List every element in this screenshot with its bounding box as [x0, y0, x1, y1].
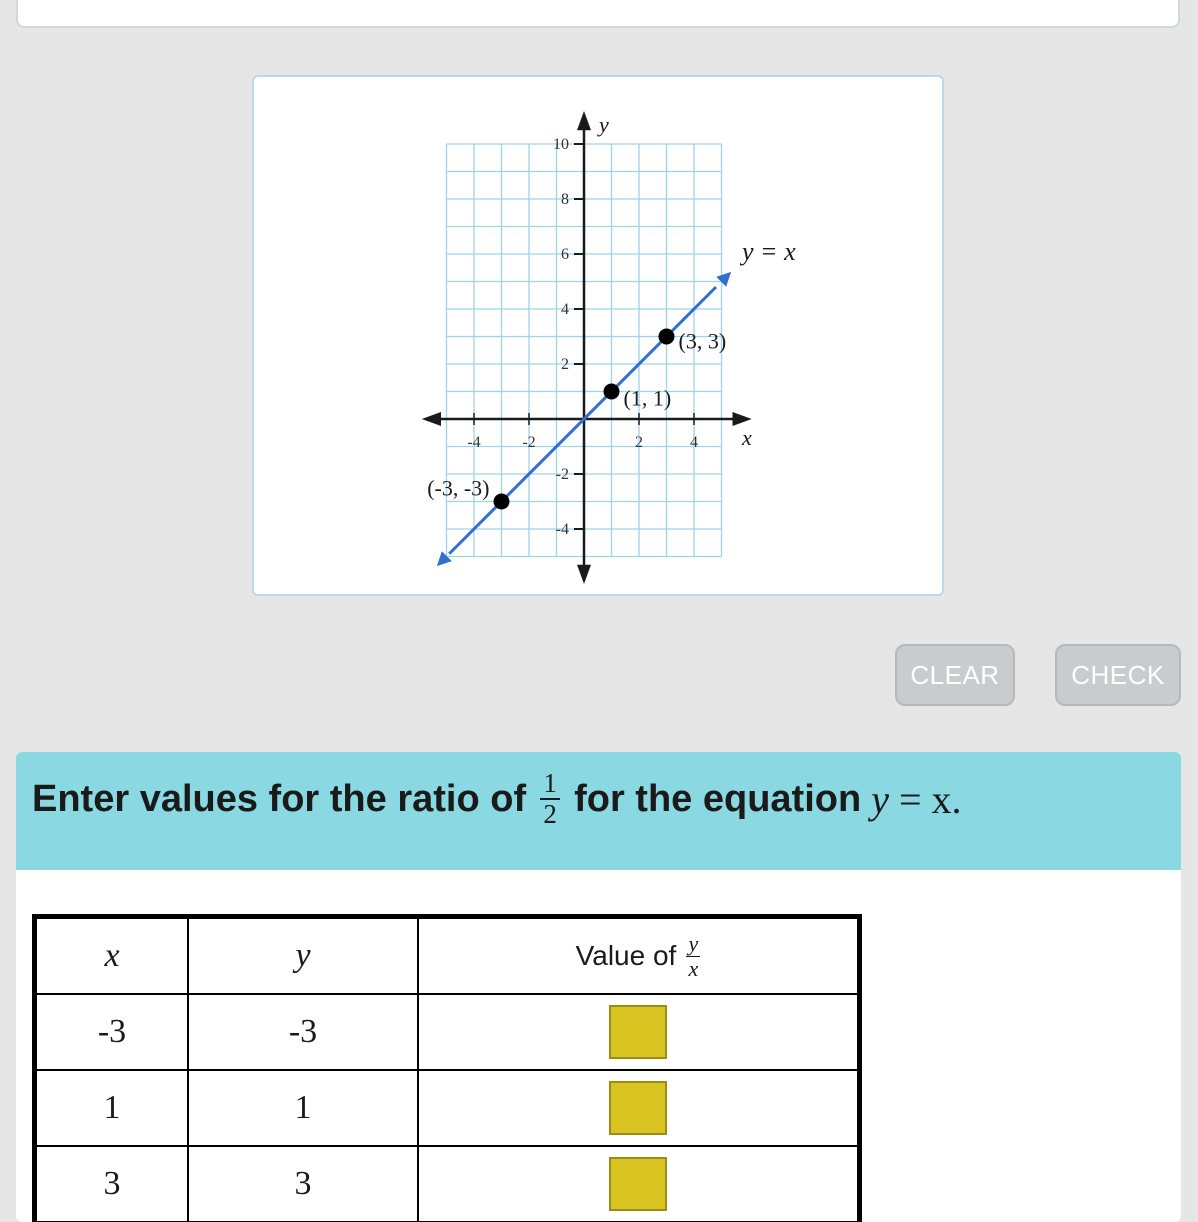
x-tick-label: 2 — [635, 434, 643, 451]
y-tick-label: 10 — [553, 136, 569, 153]
line-label: y = x — [742, 237, 796, 266]
fraction-numerator: 1 — [543, 768, 557, 798]
x-axis-label: x — [742, 425, 752, 450]
cell-value — [418, 1070, 860, 1146]
line-arrow — [716, 272, 731, 287]
data-point — [494, 494, 510, 510]
coordinate-graph — [254, 77, 946, 598]
equation-lhs: y — [871, 776, 889, 822]
equation — [861, 776, 961, 823]
cell-x: 3 — [35, 1146, 189, 1222]
header-y: y — [188, 917, 418, 995]
equation-sign: = — [898, 776, 922, 822]
cell-y: 3 — [188, 1146, 418, 1222]
question-card — [16, 752, 1181, 1222]
header-value-text: Value of — [575, 940, 677, 971]
graph-card — [252, 75, 944, 596]
previous-card — [16, 0, 1180, 28]
answer-input[interactable] — [609, 1081, 667, 1135]
y-axis-arrow-up — [577, 111, 591, 130]
cell-value — [418, 994, 860, 1070]
table-row — [35, 1070, 860, 1146]
equation-rhs: x. — [931, 776, 962, 822]
clear-button[interactable]: CLEAR — [895, 644, 1015, 706]
ratio-fraction — [540, 770, 560, 828]
cell-x: 1 — [35, 1070, 189, 1146]
y-tick-label: 2 — [561, 356, 569, 373]
header-ratio-numerator: y — [688, 930, 699, 956]
header-x: x — [35, 917, 189, 995]
x-axis-arrow-right — [733, 412, 752, 426]
header-ratio-denominator: x — [688, 955, 699, 981]
x-tick-label: -2 — [522, 434, 536, 451]
table-header-row — [35, 917, 860, 995]
answer-input[interactable] — [609, 1157, 667, 1211]
header-value — [418, 917, 860, 995]
table-row — [35, 1146, 860, 1222]
cell-y: 1 — [188, 1070, 418, 1146]
data-point — [604, 384, 620, 400]
x-axis-arrow-left — [422, 412, 441, 426]
y-tick-label: -4 — [555, 521, 569, 538]
point-label: (1, 1) — [623, 385, 672, 411]
header-ratio-fraction — [686, 930, 700, 981]
prompt-text-middle: for the equation — [574, 777, 862, 820]
y-axis-label: y — [599, 112, 609, 137]
point-label: (3, 3) — [678, 328, 727, 354]
cell-x: -3 — [35, 994, 189, 1070]
y-axis-arrow-down — [577, 565, 591, 584]
data-point — [659, 329, 675, 345]
y-tick-label: -2 — [555, 466, 569, 483]
prompt-text-before: Enter values for the ratio of — [32, 777, 527, 820]
y-tick-label: 8 — [561, 191, 569, 208]
fraction-denominator: 2 — [543, 799, 557, 829]
cell-y: -3 — [188, 994, 418, 1070]
line-y-equals-x — [449, 287, 716, 554]
y-tick-label: 6 — [561, 246, 569, 263]
check-button[interactable]: CHECK — [1055, 644, 1181, 706]
answer-input[interactable] — [609, 1005, 667, 1059]
x-tick-label: 4 — [690, 434, 698, 451]
values-table — [32, 914, 862, 1222]
y-tick-label: 4 — [561, 301, 569, 318]
x-tick-label: -4 — [467, 434, 481, 451]
question-prompt — [32, 768, 962, 829]
point-label: (-3, -3) — [427, 475, 490, 501]
table-row — [35, 994, 860, 1070]
question-header — [16, 752, 1181, 870]
cell-value — [418, 1146, 860, 1222]
